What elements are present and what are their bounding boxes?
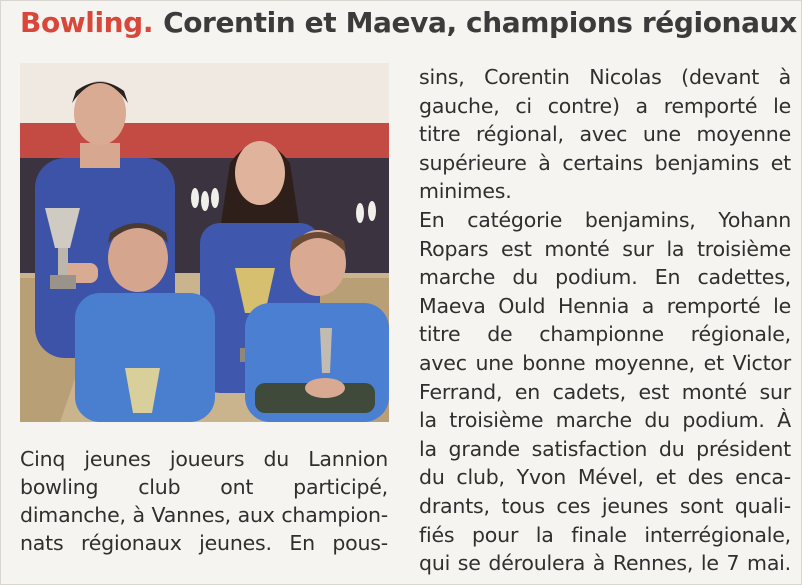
article-line: titre de championne régionale, [419, 322, 791, 347]
article-line: supérieure à certains benjamins et [419, 150, 791, 175]
article-line: Ferrand, en cadets, est monté sur [419, 379, 791, 404]
article-line: nats régionaux jeunes. En pous- [20, 531, 388, 555]
article-line: du club, Yvon Mével, et des enca- [419, 465, 791, 490]
article-line: fiés pour la finale interrégionale, [419, 522, 791, 547]
article-line: dimanche, à Vannes, aux champion- [20, 503, 388, 527]
headline-title: Corentin et Maeva, champions régionaux [163, 6, 797, 39]
article-line: qui se déroulera à Rennes, le 7 mai. [419, 551, 791, 576]
article-paragraph-2 [419, 206, 791, 578]
article-paragraph-1 [419, 63, 791, 206]
article-line: titre régional, avec une moyenne [419, 122, 791, 147]
article-line: avec une bonne moyenne, et Victor [419, 350, 791, 375]
article-line: minimes. [419, 179, 512, 204]
article-line: Cinq jeunes joueurs du Lannion [20, 447, 388, 471]
article-line: la troisième marche du podium. À [419, 408, 791, 433]
team-photo-image [20, 63, 389, 422]
headline-kicker: Bowling. [20, 6, 154, 39]
article-line: sins, Corentin Nicolas (devant à [419, 65, 791, 89]
article-line: gauche, ci contre) a remporté le [419, 93, 791, 118]
article-line: la grande satisfaction du président [419, 436, 791, 461]
headline [20, 6, 797, 50]
article-line: bowling club ont participé, [20, 475, 388, 499]
article-line: Maeva Ould Hennia a remporté le [419, 293, 791, 318]
team-photo [20, 63, 389, 422]
article-line: marche du podium. En cadettes, [419, 265, 791, 290]
article-line: En catégorie benjamins, Yohann [419, 207, 791, 232]
article-line: Ropars est monté sur la troisième [419, 236, 791, 261]
article-right-column [419, 63, 791, 578]
article-left-column [20, 445, 388, 557]
article-line: drants, tous ces jeunes sont quali- [419, 493, 791, 518]
